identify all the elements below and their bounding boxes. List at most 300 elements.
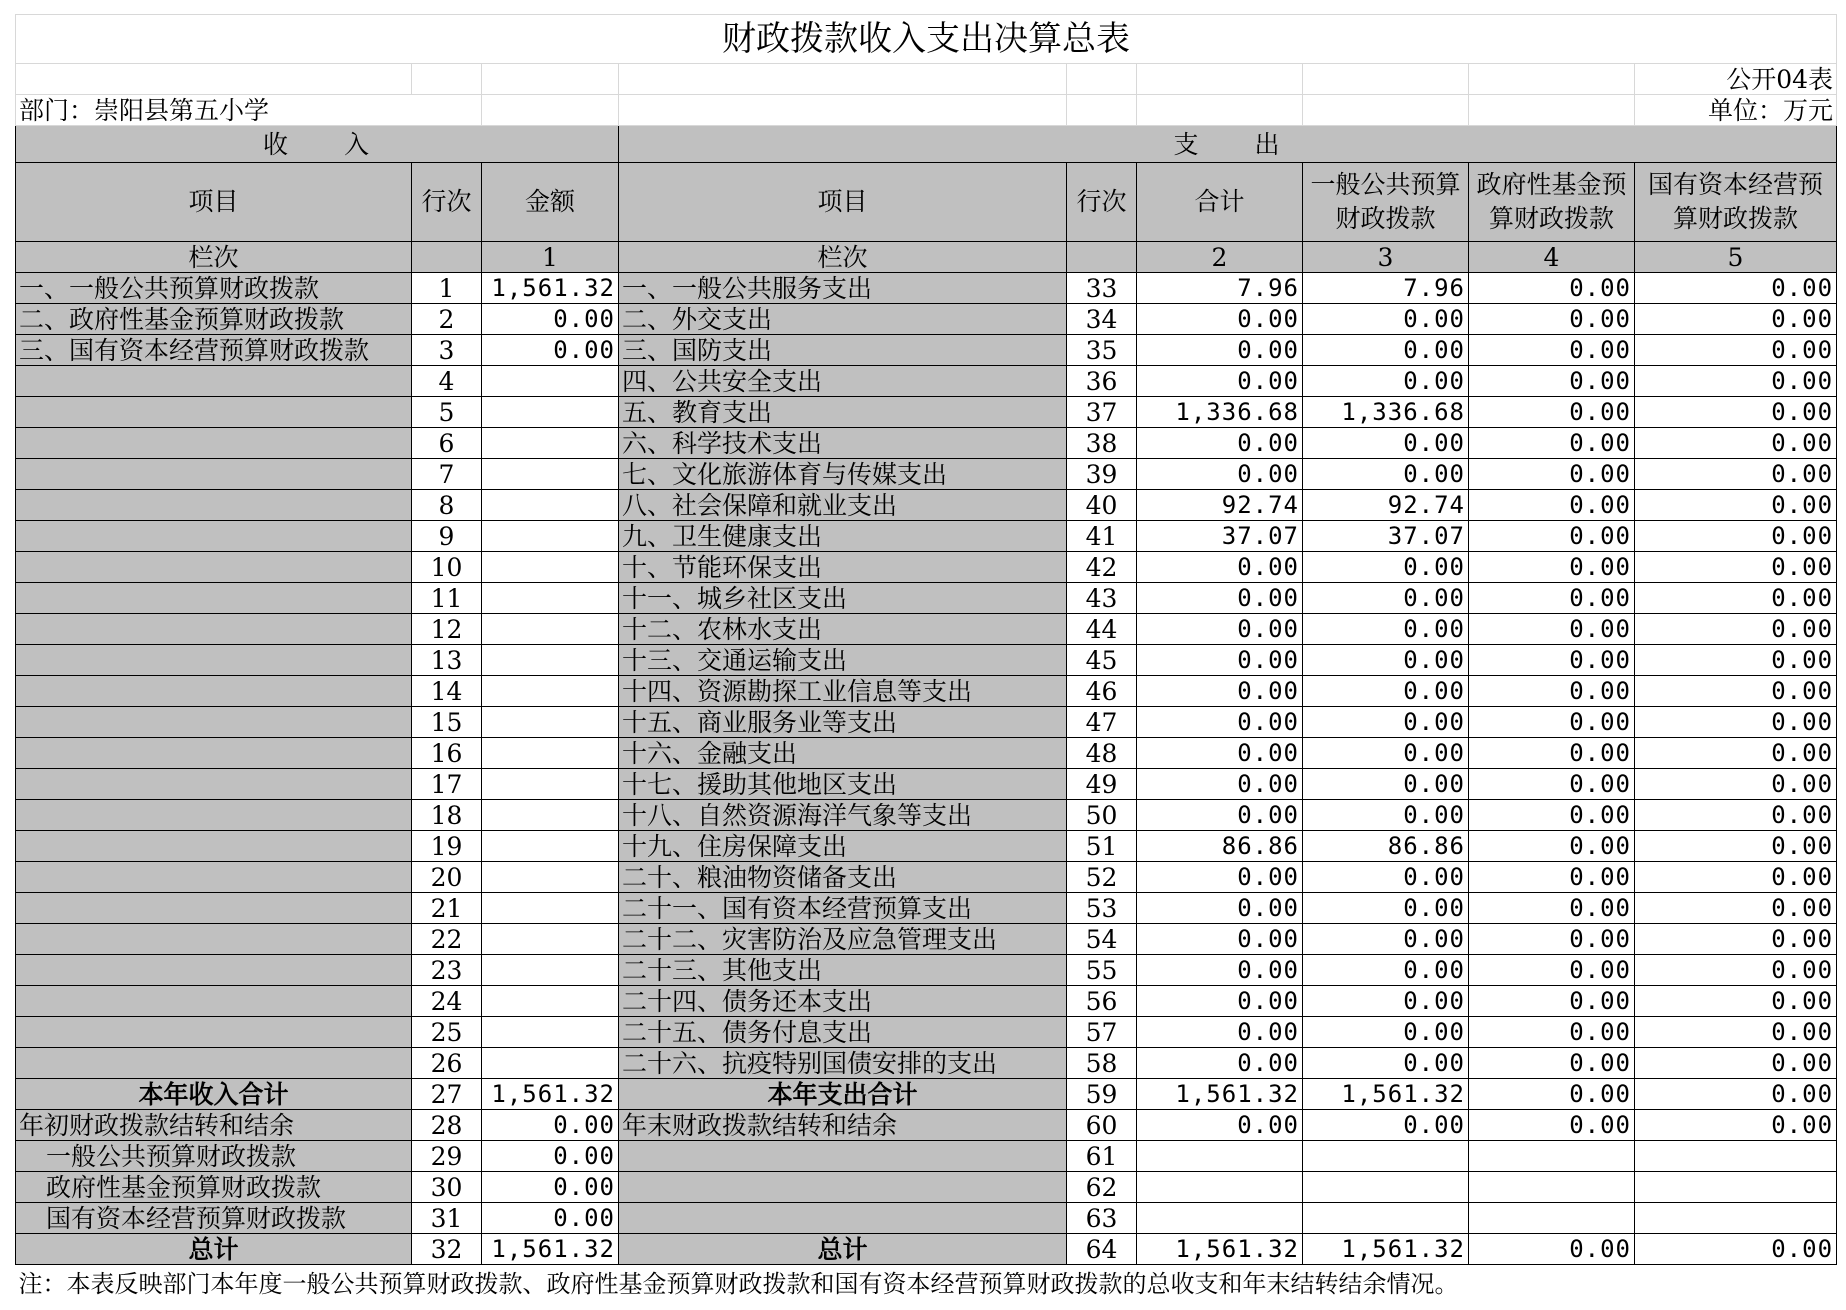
empty-cell[interactable] (619, 64, 1067, 95)
row-number[interactable]: 44 (1067, 614, 1137, 645)
income-amount-cell[interactable] (482, 738, 619, 769)
row-number[interactable]: 18 (412, 800, 482, 831)
expense-item-cell[interactable]: 六、科学技术支出 (619, 428, 1067, 459)
income-amount-cell[interactable] (482, 490, 619, 521)
row-number[interactable]: 12 (412, 614, 482, 645)
grand-expense-c5[interactable]: 0.00 (1635, 1234, 1837, 1265)
empty-cell[interactable] (1635, 1172, 1837, 1203)
grand-income-amount[interactable]: 1,561.32 (482, 1234, 619, 1265)
row-number[interactable]: 19 (412, 831, 482, 862)
income-amount-cell[interactable] (482, 614, 619, 645)
general-amount-cell[interactable]: 0.00 (1303, 1048, 1469, 1079)
total-amount-cell[interactable]: 0.00 (1137, 552, 1303, 583)
general-amount-cell[interactable]: 0.00 (1303, 1017, 1469, 1048)
fund-amount-cell[interactable]: 0.00 (1469, 335, 1635, 366)
row-number[interactable]: 27 (412, 1079, 482, 1110)
total-amount-cell[interactable]: 37.07 (1137, 521, 1303, 552)
table-code[interactable]: 公开04表 (1635, 64, 1837, 95)
row-number[interactable]: 64 (1067, 1234, 1137, 1265)
total-amount-cell[interactable]: 0.00 (1137, 645, 1303, 676)
total-amount-cell[interactable]: 0.00 (1137, 1048, 1303, 1079)
expense-total-c2[interactable]: 1,561.32 (1137, 1079, 1303, 1110)
carry-out-c2[interactable]: 0.00 (1137, 1110, 1303, 1141)
expense-item-cell[interactable]: 一、一般公共服务支出 (619, 273, 1067, 304)
income-amount-cell[interactable] (482, 924, 619, 955)
general-amount-cell[interactable]: 0.00 (1303, 738, 1469, 769)
row-number[interactable]: 48 (1067, 738, 1137, 769)
row-number[interactable]: 11 (412, 583, 482, 614)
expense-item-cell[interactable]: 二十四、债务还本支出 (619, 986, 1067, 1017)
total-amount-cell[interactable]: 0.00 (1137, 800, 1303, 831)
fund-amount-cell[interactable]: 0.00 (1469, 862, 1635, 893)
income-amount-cell[interactable] (482, 955, 619, 986)
empty-cell[interactable] (1067, 95, 1137, 126)
fund-amount-cell[interactable]: 0.00 (1469, 800, 1635, 831)
row-number[interactable]: 32 (412, 1234, 482, 1265)
income-item-cell[interactable] (16, 955, 412, 986)
general-amount-cell[interactable]: 7.96 (1303, 273, 1469, 304)
column-number[interactable]: 5 (1635, 242, 1837, 273)
total-amount-cell[interactable]: 92.74 (1137, 490, 1303, 521)
row-number[interactable]: 6 (412, 428, 482, 459)
total-amount-cell[interactable]: 0.00 (1137, 304, 1303, 335)
expense-item-cell[interactable]: 二十二、灾害防治及应急管理支出 (619, 924, 1067, 955)
grand-expense-c2[interactable]: 1,561.32 (1137, 1234, 1303, 1265)
row-number[interactable]: 39 (1067, 459, 1137, 490)
fund-amount-cell[interactable]: 0.00 (1469, 273, 1635, 304)
income-amount-cell[interactable] (482, 893, 619, 924)
state-amount-cell[interactable]: 0.00 (1635, 986, 1837, 1017)
total-amount-cell[interactable]: 0.00 (1137, 366, 1303, 397)
sub-fund-amount[interactable]: 0.00 (482, 1172, 619, 1203)
row-number[interactable]: 30 (412, 1172, 482, 1203)
row-number[interactable]: 23 (412, 955, 482, 986)
grand-total-label[interactable]: 总计 (619, 1234, 1067, 1265)
expense-item-cell[interactable]: 五、教育支出 (619, 397, 1067, 428)
empty-cell[interactable] (1137, 95, 1303, 126)
column-label[interactable]: 栏次 (619, 242, 1067, 273)
income-item-cell[interactable] (16, 862, 412, 893)
empty-cell[interactable] (1303, 1203, 1469, 1234)
income-item-cell[interactable] (16, 893, 412, 924)
expense-total-label[interactable]: 本年支出合计 (619, 1079, 1067, 1110)
general-amount-cell[interactable]: 0.00 (1303, 862, 1469, 893)
total-amount-cell[interactable]: 0.00 (1137, 335, 1303, 366)
expense-item-cell[interactable]: 九、卫生健康支出 (619, 521, 1067, 552)
expense-item-cell[interactable]: 二十一、国有资本经营预算支出 (619, 893, 1067, 924)
state-amount-cell[interactable]: 0.00 (1635, 614, 1837, 645)
empty-cell[interactable] (1137, 1203, 1303, 1234)
expense-item-cell[interactable]: 八、社会保障和就业支出 (619, 490, 1067, 521)
fund-amount-cell[interactable]: 0.00 (1469, 521, 1635, 552)
empty-cell[interactable] (1469, 95, 1635, 126)
general-amount-cell[interactable]: 37.07 (1303, 521, 1469, 552)
expense-item-cell[interactable]: 十四、资源勘探工业信息等支出 (619, 676, 1067, 707)
row-number[interactable]: 55 (1067, 955, 1137, 986)
empty-cell[interactable] (619, 95, 1067, 126)
income-amount-header[interactable]: 金额 (482, 163, 619, 242)
state-amount-cell[interactable]: 0.00 (1635, 893, 1837, 924)
expense-item-cell[interactable]: 十五、商业服务业等支出 (619, 707, 1067, 738)
row-number[interactable]: 54 (1067, 924, 1137, 955)
income-item-cell[interactable] (16, 676, 412, 707)
fund-amount-cell[interactable]: 0.00 (1469, 955, 1635, 986)
general-amount-cell[interactable]: 0.00 (1303, 893, 1469, 924)
total-amount-cell[interactable]: 0.00 (1137, 428, 1303, 459)
fund-amount-cell[interactable]: 0.00 (1469, 428, 1635, 459)
row-number[interactable]: 5 (412, 397, 482, 428)
row-number[interactable]: 50 (1067, 800, 1137, 831)
fund-amount-cell[interactable]: 0.00 (1469, 552, 1635, 583)
expense-item-cell[interactable]: 十、节能环保支出 (619, 552, 1067, 583)
general-amount-cell[interactable]: 0.00 (1303, 676, 1469, 707)
row-number[interactable]: 29 (412, 1141, 482, 1172)
general-amount-cell[interactable]: 0.00 (1303, 645, 1469, 676)
state-amount-cell[interactable]: 0.00 (1635, 490, 1837, 521)
income-item-cell[interactable] (16, 552, 412, 583)
state-amount-cell[interactable]: 0.00 (1635, 428, 1837, 459)
expense-row-no-header[interactable]: 行次 (1067, 163, 1137, 242)
row-number[interactable]: 51 (1067, 831, 1137, 862)
income-item-cell[interactable]: 一、一般公共预算财政拨款 (16, 273, 412, 304)
row-number[interactable]: 4 (412, 366, 482, 397)
fund-amount-cell[interactable]: 0.00 (1469, 676, 1635, 707)
income-total-amount[interactable]: 1,561.32 (482, 1079, 619, 1110)
row-number[interactable]: 61 (1067, 1141, 1137, 1172)
carry-out-label[interactable]: 年末财政拨款结转和结余 (619, 1110, 1067, 1141)
total-amount-cell[interactable]: 0.00 (1137, 459, 1303, 490)
income-item-cell[interactable]: 三、国有资本经营预算财政拨款 (16, 335, 412, 366)
income-amount-cell[interactable] (482, 769, 619, 800)
income-amount-cell[interactable] (482, 831, 619, 862)
expense-item-cell[interactable]: 十八、自然资源海洋气象等支出 (619, 800, 1067, 831)
column-label[interactable]: 栏次 (16, 242, 412, 273)
row-number[interactable]: 33 (1067, 273, 1137, 304)
income-item-cell[interactable] (16, 366, 412, 397)
general-amount-cell[interactable]: 0.00 (1303, 552, 1469, 583)
expense-total-c5[interactable]: 0.00 (1635, 1079, 1837, 1110)
row-number[interactable]: 43 (1067, 583, 1137, 614)
total-amount-cell[interactable]: 0.00 (1137, 1017, 1303, 1048)
empty-cell[interactable] (1635, 1203, 1837, 1234)
income-amount-cell[interactable]: 0.00 (482, 335, 619, 366)
empty-cell[interactable] (1067, 64, 1137, 95)
empty-cell[interactable] (482, 95, 619, 126)
row-number[interactable]: 60 (1067, 1110, 1137, 1141)
total-amount-cell[interactable]: 0.00 (1137, 955, 1303, 986)
income-item-cell[interactable] (16, 428, 412, 459)
row-number[interactable]: 34 (1067, 304, 1137, 335)
general-amount-cell[interactable]: 0.00 (1303, 304, 1469, 335)
income-amount-cell[interactable]: 0.00 (482, 304, 619, 335)
empty-cell[interactable] (482, 64, 619, 95)
sub-fund-label[interactable]: 政府性基金预算财政拨款 (16, 1172, 412, 1203)
row-number[interactable]: 24 (412, 986, 482, 1017)
total-amount-cell[interactable]: 0.00 (1137, 707, 1303, 738)
general-amount-cell[interactable]: 92.74 (1303, 490, 1469, 521)
income-item-cell[interactable] (16, 645, 412, 676)
fund-amount-cell[interactable]: 0.00 (1469, 1017, 1635, 1048)
column-number[interactable]: 4 (1469, 242, 1635, 273)
fund-amount-cell[interactable]: 0.00 (1469, 645, 1635, 676)
row-number[interactable]: 15 (412, 707, 482, 738)
row-number[interactable]: 3 (412, 335, 482, 366)
row-number[interactable]: 26 (412, 1048, 482, 1079)
row-number[interactable]: 52 (1067, 862, 1137, 893)
fund-amount-cell[interactable]: 0.00 (1469, 1048, 1635, 1079)
fund-amount-cell[interactable]: 0.00 (1469, 893, 1635, 924)
row-number[interactable]: 10 (412, 552, 482, 583)
income-row-no-header[interactable]: 行次 (412, 163, 482, 242)
general-amount-cell[interactable]: 0.00 (1303, 707, 1469, 738)
footnote[interactable]: 注：本表反映部门本年度一般公共预算财政拨款、政府性基金预算财政拨款和国有资本经营预算财政拨款的总收支和年末结转结余情况。 (18, 1270, 1459, 1298)
total-amount-cell[interactable]: 0.00 (1137, 676, 1303, 707)
department-label[interactable]: 部门：崇阳县第五小学 (16, 95, 482, 126)
empty-cell[interactable] (1137, 64, 1303, 95)
expense-item-cell[interactable]: 十七、援助其他地区支出 (619, 769, 1067, 800)
income-item-cell[interactable] (16, 521, 412, 552)
state-amount-cell[interactable]: 0.00 (1635, 800, 1837, 831)
carry-out-c5[interactable]: 0.00 (1635, 1110, 1837, 1141)
state-amount-cell[interactable]: 0.00 (1635, 1017, 1837, 1048)
empty-cell[interactable] (1303, 95, 1469, 126)
row-number[interactable]: 16 (412, 738, 482, 769)
expense-item-cell[interactable]: 二十、粮油物资储备支出 (619, 862, 1067, 893)
carry-in-amount[interactable]: 0.00 (482, 1110, 619, 1141)
state-amount-cell[interactable]: 0.00 (1635, 459, 1837, 490)
row-number[interactable]: 2 (412, 304, 482, 335)
state-amount-cell[interactable]: 0.00 (1635, 769, 1837, 800)
row-number[interactable]: 22 (412, 924, 482, 955)
general-amount-cell[interactable]: 0.00 (1303, 335, 1469, 366)
general-amount-cell[interactable]: 0.00 (1303, 955, 1469, 986)
fund-budget-header[interactable]: 政府性基金预算财政拨款 (1469, 163, 1635, 242)
general-amount-cell[interactable]: 0.00 (1303, 986, 1469, 1017)
row-number[interactable]: 45 (1067, 645, 1137, 676)
income-item-header[interactable]: 项目 (16, 163, 412, 242)
income-item-cell[interactable] (16, 986, 412, 1017)
state-amount-cell[interactable]: 0.00 (1635, 273, 1837, 304)
row-number[interactable]: 56 (1067, 986, 1137, 1017)
expense-item-header[interactable]: 项目 (619, 163, 1067, 242)
total-amount-cell[interactable]: 0.00 (1137, 614, 1303, 645)
expense-item-cell[interactable]: 二十六、抗疫特别国债安排的支出 (619, 1048, 1067, 1079)
state-amount-cell[interactable]: 0.00 (1635, 1048, 1837, 1079)
fund-amount-cell[interactable]: 0.00 (1469, 738, 1635, 769)
income-item-cell[interactable] (16, 831, 412, 862)
row-number[interactable]: 13 (412, 645, 482, 676)
income-amount-cell[interactable] (482, 676, 619, 707)
expense-item-cell[interactable]: 十三、交通运输支出 (619, 645, 1067, 676)
empty-cell[interactable] (1067, 242, 1137, 273)
expense-band-header[interactable]: 支 出 (619, 126, 1837, 163)
total-amount-cell[interactable]: 0.00 (1137, 924, 1303, 955)
fund-amount-cell[interactable]: 0.00 (1469, 304, 1635, 335)
expense-item-cell[interactable]: 十六、金融支出 (619, 738, 1067, 769)
income-amount-cell[interactable] (482, 800, 619, 831)
income-amount-cell[interactable] (482, 645, 619, 676)
income-item-cell[interactable]: 二、政府性基金预算财政拨款 (16, 304, 412, 335)
general-budget-header[interactable]: 一般公共预算财政拨款 (1303, 163, 1469, 242)
carry-out-c3[interactable]: 0.00 (1303, 1110, 1469, 1141)
total-amount-cell[interactable]: 0.00 (1137, 893, 1303, 924)
income-total-label[interactable]: 本年收入合计 (16, 1079, 412, 1110)
income-item-cell[interactable] (16, 614, 412, 645)
fund-amount-cell[interactable]: 0.00 (1469, 459, 1635, 490)
expense-item-cell[interactable]: 十九、住房保障支出 (619, 831, 1067, 862)
income-item-cell[interactable] (16, 707, 412, 738)
total-amount-cell[interactable]: 86.86 (1137, 831, 1303, 862)
row-number[interactable]: 58 (1067, 1048, 1137, 1079)
state-amount-cell[interactable]: 0.00 (1635, 397, 1837, 428)
empty-cell[interactable] (1469, 1172, 1635, 1203)
empty-cell[interactable] (619, 1141, 1067, 1172)
carry-in-label[interactable]: 年初财政拨款结转和结余 (16, 1110, 412, 1141)
row-number[interactable]: 9 (412, 521, 482, 552)
fund-amount-cell[interactable]: 0.00 (1469, 583, 1635, 614)
state-amount-cell[interactable]: 0.00 (1635, 707, 1837, 738)
empty-cell[interactable] (619, 1203, 1067, 1234)
state-amount-cell[interactable]: 0.00 (1635, 521, 1837, 552)
sub-general-amount[interactable]: 0.00 (482, 1141, 619, 1172)
row-number[interactable]: 46 (1067, 676, 1137, 707)
income-amount-cell[interactable] (482, 862, 619, 893)
income-amount-cell[interactable] (482, 459, 619, 490)
row-number[interactable]: 20 (412, 862, 482, 893)
income-item-cell[interactable] (16, 1048, 412, 1079)
row-number[interactable]: 1 (412, 273, 482, 304)
row-number[interactable]: 7 (412, 459, 482, 490)
row-number[interactable]: 8 (412, 490, 482, 521)
expense-item-cell[interactable]: 二十五、债务付息支出 (619, 1017, 1067, 1048)
empty-cell[interactable] (1137, 1172, 1303, 1203)
empty-cell[interactable] (1303, 1172, 1469, 1203)
state-amount-cell[interactable]: 0.00 (1635, 552, 1837, 583)
expense-item-cell[interactable]: 二、外交支出 (619, 304, 1067, 335)
empty-cell[interactable] (1635, 1141, 1837, 1172)
carry-out-c4[interactable]: 0.00 (1469, 1110, 1635, 1141)
fund-amount-cell[interactable]: 0.00 (1469, 397, 1635, 428)
fund-amount-cell[interactable]: 0.00 (1469, 769, 1635, 800)
income-amount-cell[interactable] (482, 583, 619, 614)
income-amount-cell[interactable] (482, 366, 619, 397)
income-item-cell[interactable] (16, 583, 412, 614)
sub-state-label[interactable]: 国有资本经营预算财政拨款 (16, 1203, 412, 1234)
empty-cell[interactable] (619, 1172, 1067, 1203)
income-amount-cell[interactable] (482, 521, 619, 552)
expense-item-cell[interactable]: 七、文化旅游体育与传媒支出 (619, 459, 1067, 490)
income-item-cell[interactable] (16, 769, 412, 800)
income-item-cell[interactable] (16, 800, 412, 831)
state-amount-cell[interactable]: 0.00 (1635, 924, 1837, 955)
empty-cell[interactable] (16, 64, 412, 95)
total-amount-cell[interactable]: 0.00 (1137, 769, 1303, 800)
income-amount-cell[interactable] (482, 1017, 619, 1048)
empty-cell[interactable] (1303, 1141, 1469, 1172)
income-amount-cell[interactable]: 1,561.32 (482, 273, 619, 304)
total-amount-cell[interactable]: 7.96 (1137, 273, 1303, 304)
state-amount-cell[interactable]: 0.00 (1635, 738, 1837, 769)
income-amount-cell[interactable] (482, 397, 619, 428)
state-amount-cell[interactable]: 0.00 (1635, 335, 1837, 366)
empty-cell[interactable] (1303, 64, 1469, 95)
income-amount-cell[interactable] (482, 1048, 619, 1079)
income-item-cell[interactable] (16, 490, 412, 521)
state-amount-cell[interactable]: 0.00 (1635, 583, 1837, 614)
state-amount-cell[interactable]: 0.00 (1635, 304, 1837, 335)
row-number[interactable]: 53 (1067, 893, 1137, 924)
expense-item-cell[interactable]: 十一、城乡社区支出 (619, 583, 1067, 614)
expense-item-cell[interactable]: 十二、农林水支出 (619, 614, 1067, 645)
fund-amount-cell[interactable]: 0.00 (1469, 831, 1635, 862)
general-amount-cell[interactable]: 1,336.68 (1303, 397, 1469, 428)
state-capital-header[interactable]: 国有资本经营预算财政拨款 (1635, 163, 1837, 242)
income-item-cell[interactable] (16, 459, 412, 490)
state-amount-cell[interactable]: 0.00 (1635, 831, 1837, 862)
row-number[interactable]: 40 (1067, 490, 1137, 521)
row-number[interactable]: 47 (1067, 707, 1137, 738)
fund-amount-cell[interactable]: 0.00 (1469, 986, 1635, 1017)
expense-item-cell[interactable]: 三、国防支出 (619, 335, 1067, 366)
row-number[interactable]: 42 (1067, 552, 1137, 583)
row-number[interactable]: 36 (1067, 366, 1137, 397)
total-amount-cell[interactable]: 1,336.68 (1137, 397, 1303, 428)
empty-cell[interactable] (412, 64, 482, 95)
state-amount-cell[interactable]: 0.00 (1635, 645, 1837, 676)
total-amount-cell[interactable]: 0.00 (1137, 862, 1303, 893)
sub-general-label[interactable]: 一般公共预算财政拨款 (16, 1141, 412, 1172)
row-number[interactable]: 35 (1067, 335, 1137, 366)
empty-cell[interactable] (412, 242, 482, 273)
total-header[interactable]: 合计 (1137, 163, 1303, 242)
income-amount-cell[interactable] (482, 707, 619, 738)
general-amount-cell[interactable]: 0.00 (1303, 769, 1469, 800)
row-number[interactable]: 14 (412, 676, 482, 707)
empty-cell[interactable] (1469, 1203, 1635, 1234)
income-amount-cell[interactable] (482, 428, 619, 459)
empty-cell[interactable] (1469, 64, 1635, 95)
row-number[interactable]: 37 (1067, 397, 1137, 428)
column-number[interactable]: 3 (1303, 242, 1469, 273)
row-number[interactable]: 59 (1067, 1079, 1137, 1110)
row-number[interactable]: 28 (412, 1110, 482, 1141)
row-number[interactable]: 41 (1067, 521, 1137, 552)
row-number[interactable]: 63 (1067, 1203, 1137, 1234)
state-amount-cell[interactable]: 0.00 (1635, 955, 1837, 986)
income-item-cell[interactable] (16, 738, 412, 769)
income-band-header[interactable]: 收 入 (16, 126, 619, 163)
expense-item-cell[interactable]: 四、公共安全支出 (619, 366, 1067, 397)
column-number[interactable]: 1 (482, 242, 619, 273)
income-amount-cell[interactable] (482, 986, 619, 1017)
general-amount-cell[interactable]: 0.00 (1303, 800, 1469, 831)
row-number[interactable]: 17 (412, 769, 482, 800)
income-item-cell[interactable] (16, 924, 412, 955)
unit-label[interactable]: 单位：万元 (1635, 95, 1837, 126)
empty-cell[interactable] (1137, 1141, 1303, 1172)
general-amount-cell[interactable]: 86.86 (1303, 831, 1469, 862)
income-item-cell[interactable] (16, 1017, 412, 1048)
general-amount-cell[interactable]: 0.00 (1303, 614, 1469, 645)
grand-expense-c4[interactable]: 0.00 (1469, 1234, 1635, 1265)
income-amount-cell[interactable] (482, 552, 619, 583)
total-amount-cell[interactable]: 0.00 (1137, 986, 1303, 1017)
fund-amount-cell[interactable]: 0.00 (1469, 490, 1635, 521)
column-number[interactable]: 2 (1137, 242, 1303, 273)
grand-total-label[interactable]: 总计 (16, 1234, 412, 1265)
expense-total-c3[interactable]: 1,561.32 (1303, 1079, 1469, 1110)
general-amount-cell[interactable]: 0.00 (1303, 459, 1469, 490)
